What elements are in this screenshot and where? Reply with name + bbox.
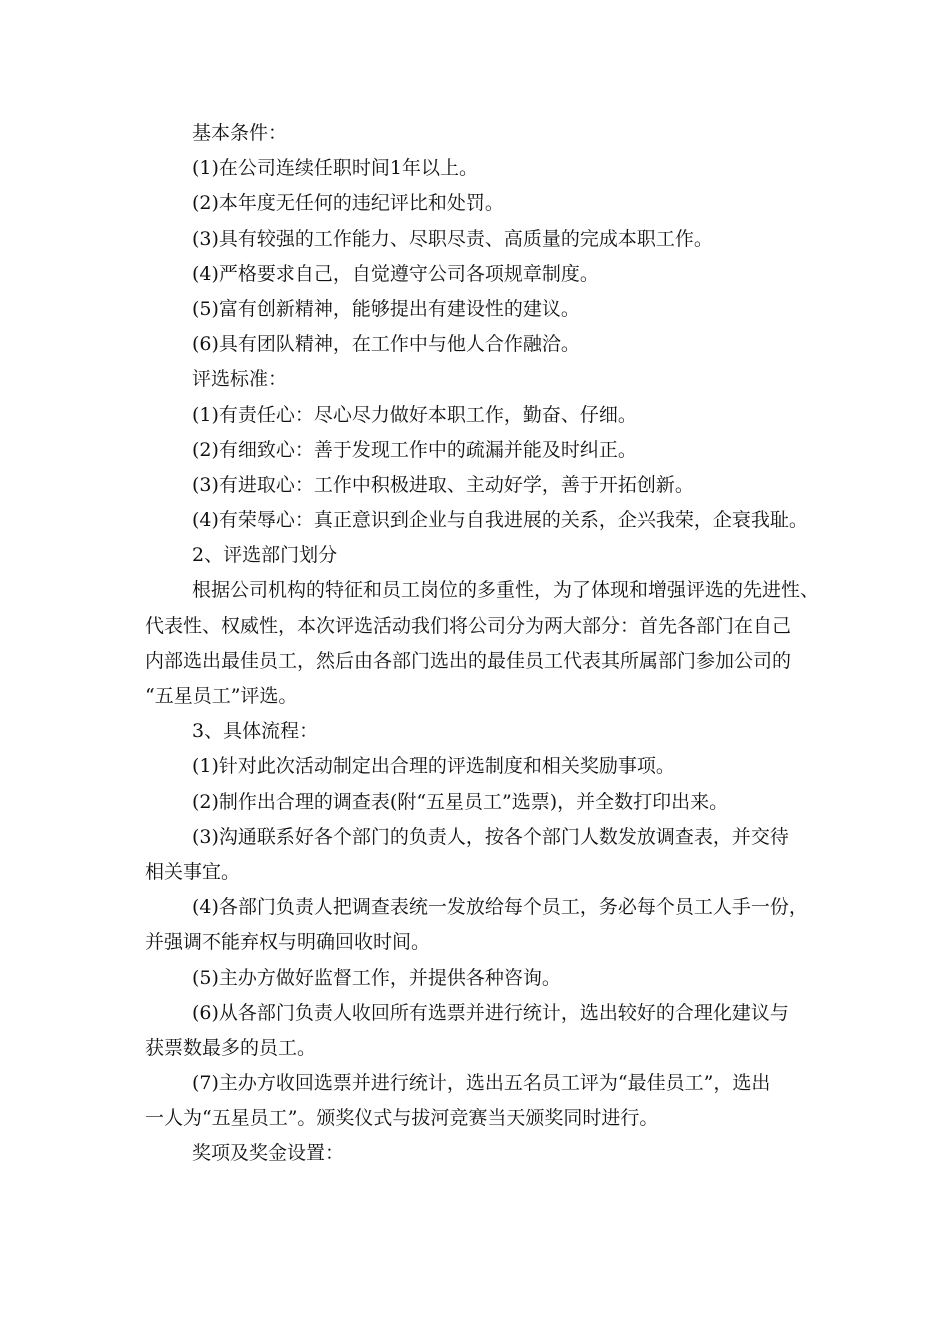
text-line: (2)有细致心：善于发现工作中的疏漏并能及时纠正。 bbox=[192, 438, 637, 461]
text-line: 代表性、权威性，本次评选活动我们将公司分为两大部分：首先各部门在自己 bbox=[145, 614, 792, 637]
text-line: 评选标准： bbox=[192, 368, 288, 391]
text-line: (6)具有团队精神，在工作中与他人合作融洽。 bbox=[192, 333, 580, 356]
text-line: (4)严格要求自己，自觉遵守公司各项规章制度。 bbox=[192, 262, 599, 285]
document-body bbox=[145, 116, 825, 1172]
text-line: (6)从各部门负责人收回所有选票并进行统计，选出较好的合理化建议与 bbox=[192, 1001, 789, 1024]
text-line: 根据公司机构的特征和员工岗位的多重性，为了体现和增强评选的先进性、 bbox=[192, 579, 820, 602]
text-line: (1)针对此次活动制定出合理的评选制度和相关奖励事项。 bbox=[192, 755, 675, 778]
text-line: (4)各部门负责人把调查表统一发放给每个员工，务必每个员工人手一份， bbox=[192, 896, 808, 919]
text-line: (5)主办方做好监督工作，并提供各种咨询。 bbox=[192, 966, 561, 989]
text-line: (3)具有较强的工作能力、尽职尽责、高质量的完成本职工作。 bbox=[192, 227, 713, 250]
text-line: 内部选出最佳员工，然后由各部门选出的最佳员工代表其所属部门参加公司的 bbox=[145, 649, 792, 672]
text-line: (2)制作出合理的调查表(附“五星员工”选票)，并全数打印出来。 bbox=[192, 790, 729, 813]
text-line: 3、具体流程： bbox=[192, 720, 319, 743]
text-line: (3)有进取心：工作中积极进取、主动好学，善于开拓创新。 bbox=[192, 473, 694, 496]
text-line: (2)本年度无任何的违纪评比和处罚。 bbox=[192, 192, 504, 215]
text-line: 2、评选部门划分 bbox=[192, 544, 338, 567]
text-line: (5)富有创新精神，能够提出有建设性的建议。 bbox=[192, 297, 580, 320]
text-line: “五星员工”评选。 bbox=[145, 685, 298, 707]
text-line: 获票数最多的员工。 bbox=[145, 1036, 317, 1059]
text-line: 一人为“五星员工”。颁奖仪式与拔河竞赛当天颁奖同时进行。 bbox=[145, 1107, 659, 1130]
text-line: (1)在公司连续任职时间1年以上。 bbox=[192, 157, 479, 180]
text-line: 基本条件： bbox=[192, 122, 288, 144]
text-line: 并强调不能弃权与明确回收时间。 bbox=[145, 931, 431, 954]
text-line: 奖项及奖金设置： bbox=[192, 1142, 345, 1165]
text-line: (7)主办方收回选票并进行统计，选出五名员工评为“最佳员工”，选出 bbox=[192, 1072, 771, 1095]
text-line: (4)有荣辱心：真正意识到企业与自我进展的关系，企兴我荣，企衰我耻。 bbox=[192, 509, 808, 532]
text-line: (3)沟通联系好各个部门的负责人，按各个部门人数发放调查表，并交待 bbox=[192, 825, 789, 848]
text-line: 相关事宜。 bbox=[145, 860, 241, 883]
text-line: (1)有责任心：尽心尽力做好本职工作，勤奋、仔细。 bbox=[192, 403, 637, 426]
